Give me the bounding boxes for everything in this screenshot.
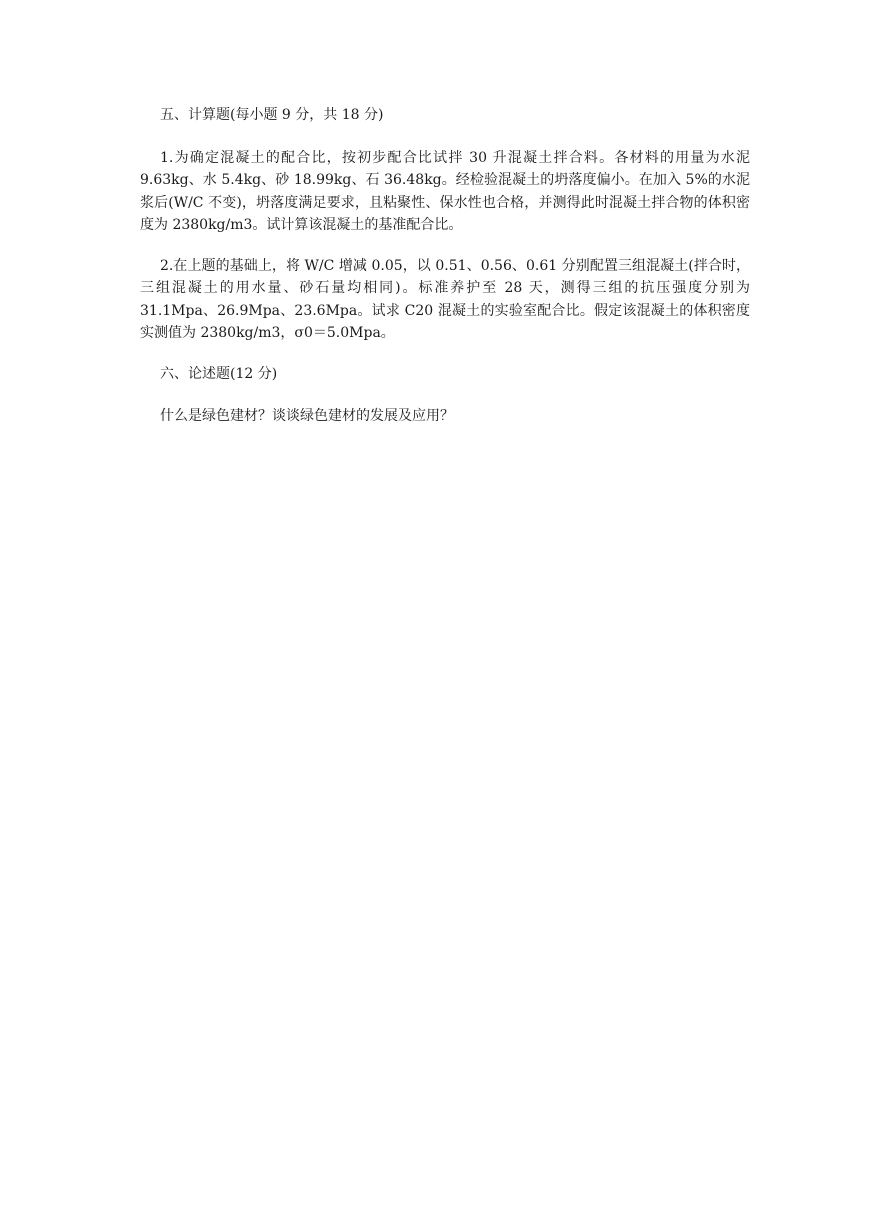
section-6-heading: 六、论述题(12 分) [160, 365, 278, 382]
section-5-heading: 五、计算题(每小题 9 分，共 18 分) [160, 107, 384, 123]
question-1-text: 1.为确定混凝土的配合比，按初步配合比试拌 30 升混凝土拌合料。各材料的用量为水泥 9.63kg、水 5.4kg、砂 18.99kg、石 36.48kg。经检验混凝土的坍落度偏小。在加入 5%的水泥浆后(W/C 不变)，坍落度满足要求，且粘聚性、保水性也合格，并测得此时混凝土拌合物的体积密度为 2380kg/m3。试计算该混凝土的基准配合比。 [140, 149, 750, 233]
essay-question-text: 什么是绿色建材？谈谈绿色建材的发展及应用？ [160, 408, 454, 424]
question-2-text: 2.在上题的基础上，将 W/C 增减 0.05，以 0.51、0.56、0.61 分别配置三组混凝土(拌合时，三组混凝土的用水量、砂石量均相同)。标准养护至 28 天，测得三组的抗压强度分别为 31.1Mpa、26.9Mpa、23.6Mpa。试求 C20 混凝土的实验室配合比。假定该混凝土的体积密度实测值为 2380kg/m3，σ0＝5.0Mpa。 [140, 257, 750, 341]
document-content [140, 104, 750, 428]
